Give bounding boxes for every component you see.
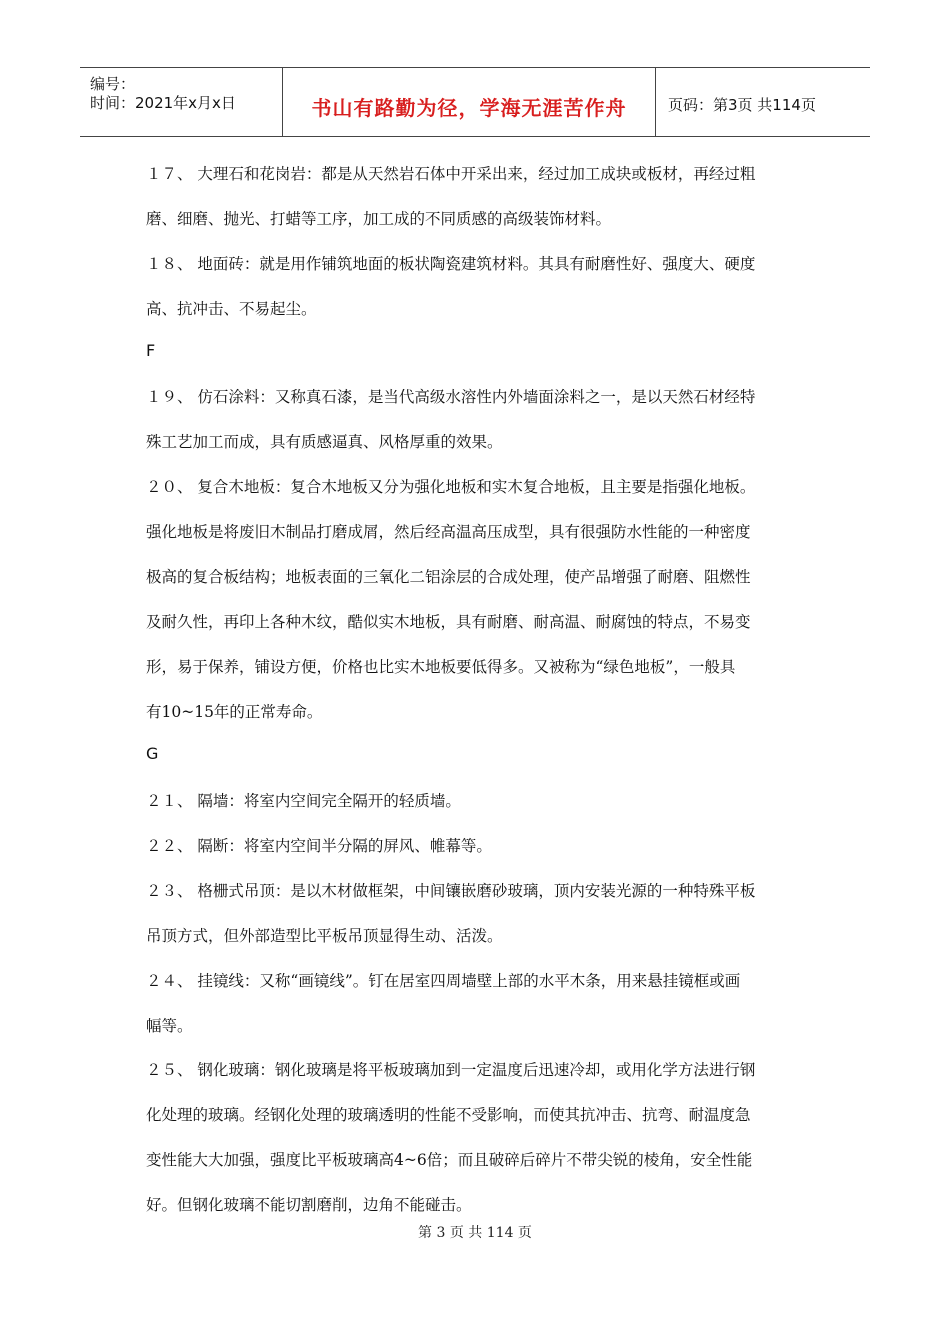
body-line: 化处理的玻璃。经钢化处理的玻璃透明的性能不受影响，而使其抗冲击、抗弯、耐温度急 <box>146 1106 751 1124</box>
document-date-label: 时间：2021年x月x日 <box>90 94 236 112</box>
body-line: ２１、 隔墙：将室内空间完全隔开的轻质墙。 <box>146 792 461 810</box>
body-line: 磨、细磨、抛光、打蜡等工序，加工成的不同质感的高级装饰材料。 <box>146 210 612 228</box>
body-line: 吊顶方式，但外部造型比平板吊顶显得生动、活泼。 <box>146 927 503 945</box>
body-line: 殊工艺加工而成，具有质感逼真、风格厚重的效果。 <box>146 433 503 451</box>
section-letter-g: G <box>146 744 159 763</box>
page-footer: 第 3 页 共 114 页 <box>418 1225 532 1241</box>
body-line: １８、 地面砖：就是用作铺筑地面的板状陶瓷建筑材料。其具有耐磨性好、强度大、硬度 <box>146 255 756 273</box>
header-motto-cell <box>282 68 656 136</box>
document-header <box>80 67 870 137</box>
body-line: 变性能大大加强，强度比平板玻璃高4~6倍；而且破碎后碎片不带尖锐的棱角，安全性能 <box>146 1151 753 1169</box>
header-info-cell <box>80 68 282 136</box>
body-line: 有10~15年的正常寿命。 <box>146 703 323 721</box>
body-line: 高、抗冲击、不易起尘。 <box>146 300 317 318</box>
body-line: 形，易于保养，铺设方便，价格也比实木地板要低得多。又被称为“绿色地板”，一般具 <box>146 658 736 676</box>
header-page-code: 页码：第3页 共114页 <box>668 96 816 114</box>
body-line: ２０、 复合木地板：复合木地板又分为强化地板和实木复合地板，且主要是指强化地板。 <box>146 478 756 496</box>
body-line: 极高的复合板结构；地板表面的三氧化二铝涂层的合成处理，使产品增强了耐磨、阻燃性 <box>146 568 751 586</box>
section-letter-f: F <box>146 341 156 360</box>
body-line: 好。但钢化玻璃不能切割磨削，边角不能碰击。 <box>146 1196 472 1214</box>
body-line: １９、 仿石涂料：又称真石漆，是当代高级水溶性内外墙面涂料之一，是以天然石材经特 <box>146 388 756 406</box>
header-page-cell <box>656 68 870 136</box>
body-line: 幅等。 <box>146 1017 193 1035</box>
document-number-label: 编号： <box>90 75 136 93</box>
header-motto: 书山有路勤为径，学海无涯苦作舟 <box>311 96 627 120</box>
body-line: ２３、 格栅式吊顶：是以木材做框架，中间镶嵌磨砂玻璃，顶内安装光源的一种特殊平板 <box>146 882 756 900</box>
body-line: ２４、 挂镜线：又称“画镜线”。钉在居室四周墙壁上部的水平木条，用来悬挂镜框或画 <box>146 972 741 990</box>
body-line: ２５、 钢化玻璃：钢化玻璃是将平板玻璃加到一定温度后迅速冷却，或用化学方法进行钢 <box>146 1061 756 1079</box>
body-line: ２２、 隔断：将室内空间半分隔的屏风、帷幕等。 <box>146 837 492 855</box>
body-line: 强化地板是将废旧木制品打磨成屑，然后经高温高压成型，具有很强防水性能的一种密度 <box>146 523 751 541</box>
body-line: 及耐久性，再印上各种木纹，酷似实木地板，具有耐磨、耐高温、耐腐蚀的特点，不易变 <box>146 613 751 631</box>
body-line: １７、 大理石和花岗岩：都是从天然岩石体中开采出来，经过加工成块或板材，再经过粗 <box>146 165 756 183</box>
